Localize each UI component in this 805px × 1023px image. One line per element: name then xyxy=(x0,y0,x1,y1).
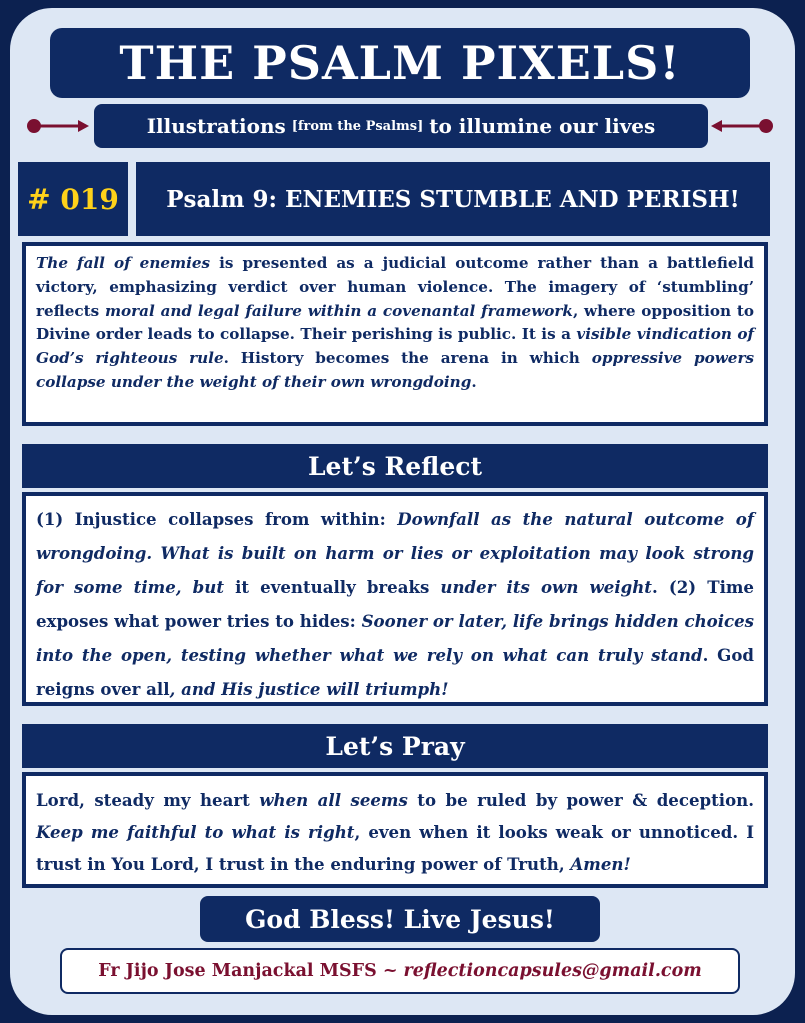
intro-text: is presented as a judicial outcome rather than a battlefield victory, emphasizing verdict over human violence. The imagery of ‘stumbling’ reflects xyxy=(36,254,754,320)
intro-panel xyxy=(22,242,768,426)
arrow-left-icon xyxy=(710,118,774,134)
page-title: THE PSALM PIXELS! xyxy=(50,28,750,98)
reflect-text: . God reigns over all xyxy=(36,645,754,699)
pray-text: Keep me faithful to what is right xyxy=(36,822,355,842)
intro-text: oppressive powers collapse under the weight of their own wrongdoing xyxy=(36,349,755,391)
subtitle-start: Illustrations xyxy=(146,114,286,138)
arrow-right-icon xyxy=(26,118,90,134)
subtitle-end: to illumine our lives xyxy=(429,114,656,138)
intro-text: . History becomes the arena in which xyxy=(223,349,592,368)
subtitle-small: [from the Psalms] xyxy=(291,118,424,134)
reflect-text: , and His justice will triumph! xyxy=(169,679,449,699)
pray-text: to be ruled by power & deception. xyxy=(407,790,754,810)
pray-panel xyxy=(22,772,768,888)
reflect-heading: Let’s Reflect xyxy=(22,444,768,488)
reflect-text: Downfall as the natural outcome of wrongdoing. What is built on harm or lies or exploitation may look strong for some time, but xyxy=(36,509,754,597)
reflect-text: it eventually breaks xyxy=(223,577,441,597)
intro-text: moral and legal failure within a covenantal framework xyxy=(104,301,573,320)
blessing-banner: God Bless! Live Jesus! xyxy=(200,896,600,942)
intro-text: , where opposition to Divine order leads to collapse. Their perishing is public. It is a xyxy=(36,301,754,344)
author-email[interactable]: reflectioncapsules@gmail.com xyxy=(403,961,702,981)
intro-text: . xyxy=(471,372,477,391)
pray-text: when all seems xyxy=(259,790,408,810)
pray-text: Amen! xyxy=(570,854,631,874)
reflect-text: Sooner or later, life brings hidden choices into the open, testing whether what we rely on what can truly stand xyxy=(36,611,755,665)
pray-text: , even when it looks weak or unnoticed. I trust in You Lord, I trust in the enduring power of Truth, xyxy=(36,822,755,874)
reflect-text: . (2) Time exposes what power tries to hides: xyxy=(36,577,754,631)
reflect-text: (1) Injustice collapses from within: xyxy=(36,509,398,529)
author-footer xyxy=(60,948,740,994)
intro-text: The fall of enemies xyxy=(36,254,211,272)
reflect-panel xyxy=(22,492,768,706)
pray-text: Lord, steady my heart xyxy=(36,790,260,810)
author-name: Fr Jijo Jose Manjackal MSFS ~ xyxy=(98,961,398,981)
pray-heading: Let’s Pray xyxy=(22,724,768,768)
intro-text: visible vindication of God’s righteous rule xyxy=(36,325,754,368)
psalm-number: # 019 xyxy=(18,162,128,236)
reflect-text: under its own weight xyxy=(440,577,652,597)
psalm-heading: Psalm 9: ENEMIES STUMBLE AND PERISH! xyxy=(136,162,770,236)
subtitle xyxy=(94,104,708,148)
